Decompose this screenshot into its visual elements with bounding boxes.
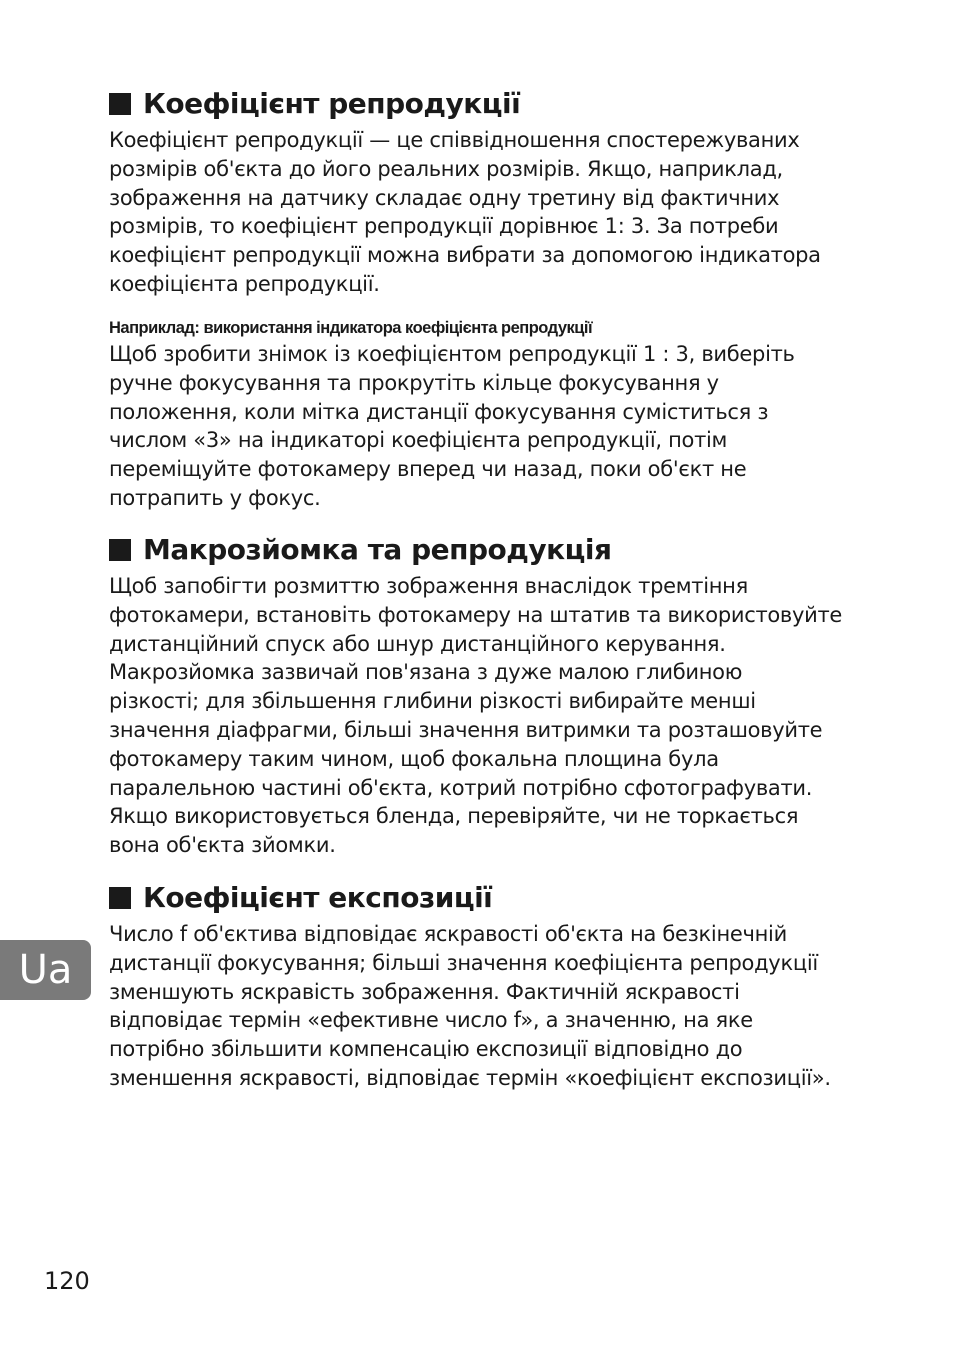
section-body: Число f об'єктива відповідає яскравості об'єкта на безкінечній дистанції фокусування; більші значення коефіцієнта репродукції зменшують яскравість зображення. Фактичній яскравості відповідає термін «ефективне число f», а значенню, на яке потрібно збільшити компенсацію експозиції відповідно до зменшення яскравості, відповідає термін «коефіцієнт експозиції». <box>109 922 831 1090</box>
section-example <box>109 316 849 513</box>
section-body: Коефіцієнт репродукції — це співвідношення спостережуваних розмірів об'єкта до його реальних розмірів. Якщо, наприклад, зображення на датчику складає одну третину від фактичних розмірів, то коефіцієнт репродукції дорівнює 1: 3. За потреби коефіцієнт репродукції можна вибрати за допомогою індикатора коефіцієнта репродукції. <box>109 128 821 296</box>
square-bullet-icon <box>109 887 131 909</box>
language-tab: Ua <box>0 940 91 1000</box>
section-heading <box>109 532 849 568</box>
page-number: 120 <box>44 1267 90 1295</box>
section-macro <box>109 532 849 860</box>
section-heading <box>109 86 849 122</box>
heading-text: Коефіцієнт експозиції <box>143 881 493 914</box>
example-body: Щоб зробити знімок із коефіцієнтом репродукції 1 : 3, виберіть ручне фокусування та прокрутіть кільце фокусування у положення, коли мітка дистанції фокусування суміститься з числом «3» на індикаторі коефіцієнта репродукції, потім переміщуйте фотокамеру вперед чи назад, поки об'єкт не потрапить у фокус. <box>109 342 795 510</box>
square-bullet-icon <box>109 93 131 115</box>
heading-text: Макрозйомка та репродукція <box>143 533 612 566</box>
section-exposure-factor <box>109 880 849 1093</box>
square-bullet-icon <box>109 539 131 561</box>
section-heading <box>109 880 849 916</box>
section-reproduction-ratio <box>109 86 849 299</box>
heading-text: Коефіцієнт репродукції <box>143 87 521 120</box>
example-subheading: Наприклад: використання індикатора коефіцієнта репродукції <box>109 319 593 337</box>
section-body: Щоб запобігти розмиттю зображення внаслідок тремтіння фотокамери, встановіть фотокамеру на штатив та використовуйте дистанційний спуск або шнур дистанційного керування. Макрозйомка зазвичай пов'язана з дуже малою глибиною різкості; для збільшення глибини різкості вибирайте менші значення діафрагми, більші значення витримки та розташовуйте фотокамеру таким чином, щоб фокальна площина була паралельною частині об'єкта, котрий потрібно сфотографувати. Якщо використовується бленда, перевіряйте, чи не торкається вона об'єкта зйомки. <box>109 574 843 858</box>
